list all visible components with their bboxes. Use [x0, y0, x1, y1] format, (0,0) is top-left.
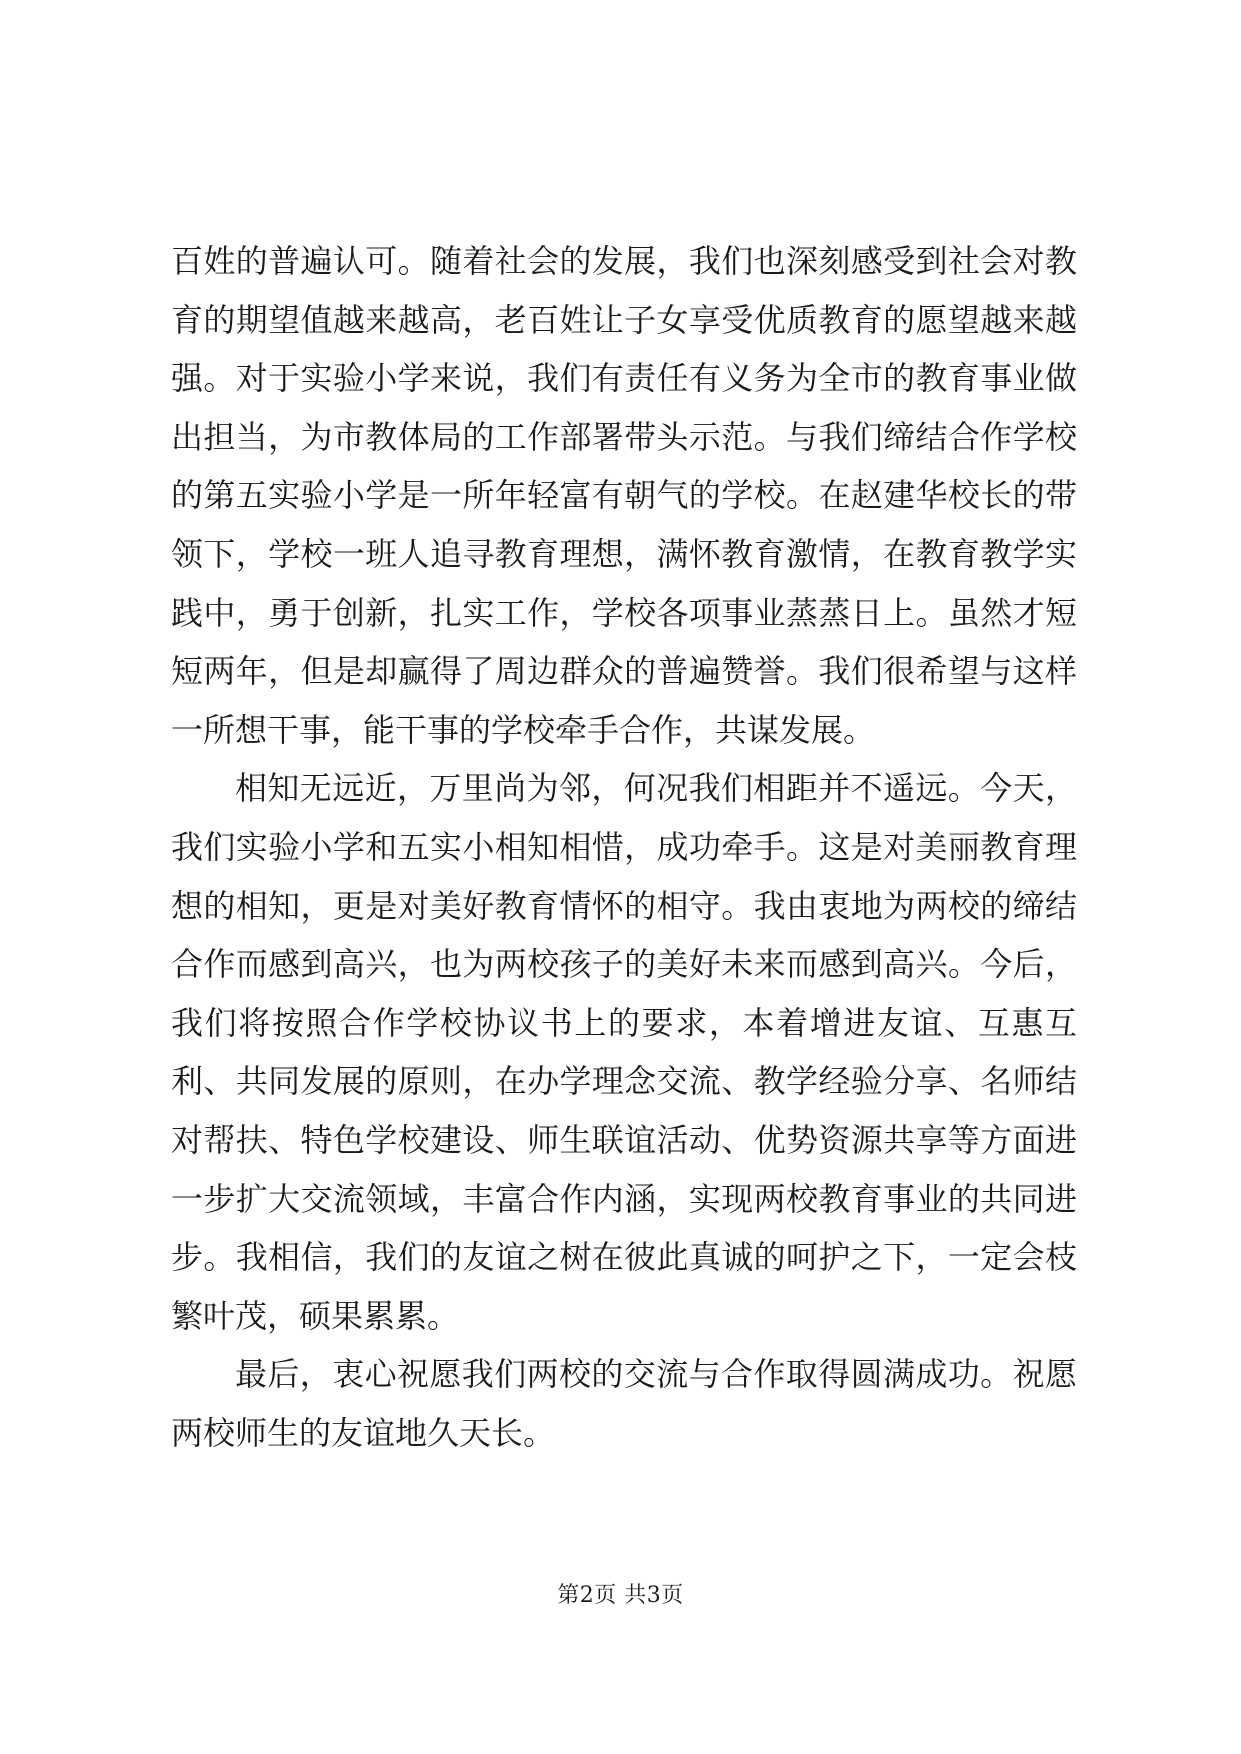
page-footer: 第2页 共3页: [557, 1583, 684, 1608]
paragraph-3: 最后，衷心祝愿我们两校的交流与合作取得圆满成功。祝愿两校师生的友谊地久天长。: [171, 1355, 1077, 1452]
document-body: [171, 232, 1077, 1462]
paragraph-2: 相知无远近，万里尚为邻，何况我们相距并不遥远。今天，我们实验小学和五实小相知相惜，成功牵手。这是对美丽教育理想的相知，更是对美好教育情怀的相守。我由衷地为两校的缔结合作而感到高兴，也为两校孩子的美好未来而感到高兴。今后，我们将按照合作学校协议书上的要求，本着增进友谊、互惠互利、共同发展的原则，在办学理念交流、教学经验分享、名师结对帮扶、特色学校建设、师生联谊活动、优势资源共享等方面进一步扩大交流领域，丰富合作内涵，实现两校教育事业的共同进步。我相信，我们的友谊之树在彼此真诚的呵护之下，一定会枝繁叶茂，硕果累累。: [171, 769, 1077, 1335]
paragraph-1: 百姓的普遍认可。随着社会的发展，我们也深刻感受到社会对教育的期望值越来越高，老百姓让子女享受优质教育的愿望越来越强。对于实验小学来说，我们有责任有义务为全市的教育事业做出担当，为市教体局的工作部署带头示范。与我们缔结合作学校的第五实验小学是一所年轻富有朝气的学校。在赵建华校长的带领下，学校一班人追寻教育理想，满怀教育激情，在教育教学实践中，勇于创新，扎实工作，学校各项事业蒸蒸日上。虽然才短短两年，但是却赢得了周边群众的普遍赞誉。我们很希望与这样一所想干事，能干事的学校牵手合作，共谋发展。: [171, 242, 1077, 749]
